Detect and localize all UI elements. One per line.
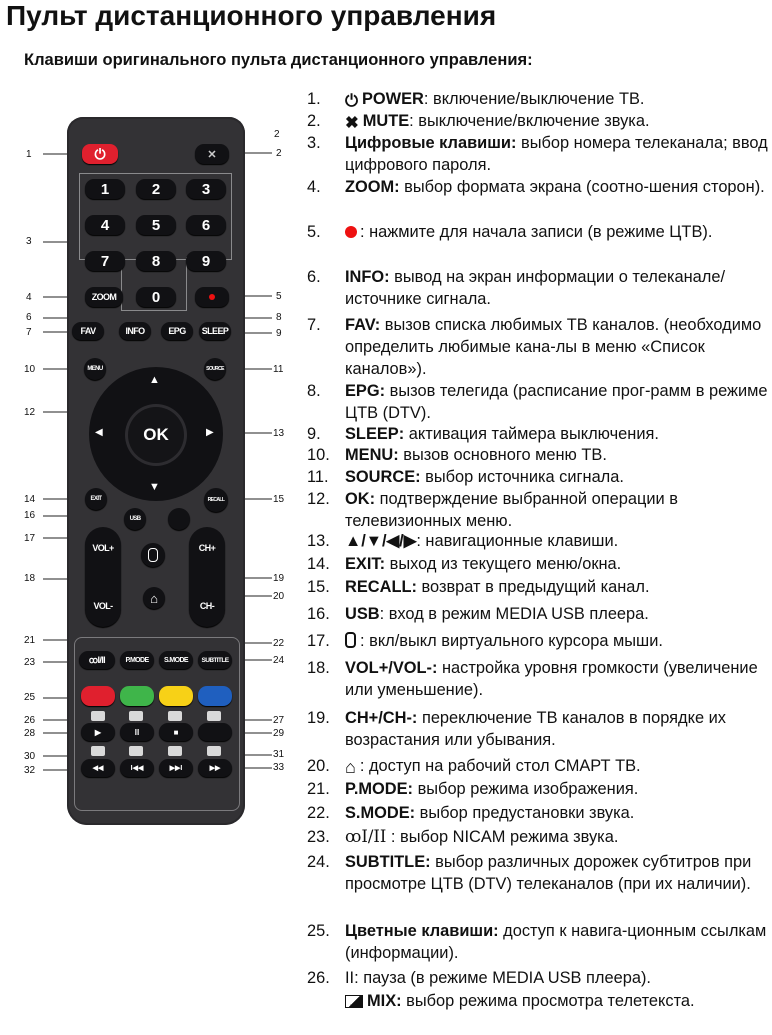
blue-key[interactable] bbox=[198, 686, 232, 706]
callout-number: 15 bbox=[273, 494, 285, 505]
legend-text: : выключение/включение звука. bbox=[409, 112, 650, 130]
legend-text: возврат в предыдущий канал. bbox=[416, 578, 650, 596]
digit-label: 0 bbox=[151, 288, 161, 306]
legend-label: EPG: bbox=[345, 382, 386, 400]
digit-0-button[interactable] bbox=[136, 287, 176, 307]
legend-text: : пауза (в режиме MEDIA USB плеера). bbox=[354, 969, 651, 987]
teletext-icon bbox=[91, 746, 105, 756]
digit-4-button[interactable] bbox=[85, 215, 125, 235]
callout-number: 10 bbox=[24, 364, 36, 375]
digit-label: 4 bbox=[100, 216, 110, 234]
legend-label: SLEEP: bbox=[345, 425, 405, 443]
legend-label: FAV: bbox=[345, 316, 381, 334]
callout-number: 7 bbox=[26, 327, 32, 338]
sleep-button[interactable] bbox=[199, 322, 231, 340]
legend-label: ZOOM: bbox=[345, 178, 400, 196]
rewind-button[interactable] bbox=[81, 759, 115, 777]
legend-text: : нажмите для начала записи (в режиме ЦТВ). bbox=[360, 223, 713, 241]
mute-icon: ✖ bbox=[345, 114, 359, 132]
legend-number: 10. bbox=[307, 446, 330, 464]
previous-button[interactable] bbox=[120, 759, 154, 777]
home-icon: ⌂ bbox=[345, 757, 356, 777]
mute-button[interactable] bbox=[195, 144, 229, 164]
mouse-icon bbox=[345, 632, 356, 648]
legend-number: 17. bbox=[307, 632, 330, 650]
recall-button[interactable] bbox=[204, 488, 228, 512]
digit-label: 2 bbox=[151, 180, 161, 198]
legend-text: вызов основного меню ТВ. bbox=[398, 446, 607, 464]
teletext-icon bbox=[168, 746, 182, 756]
digit-8-button[interactable] bbox=[136, 251, 176, 271]
home-button[interactable] bbox=[143, 587, 165, 609]
digit-9-button[interactable] bbox=[186, 251, 226, 271]
legend-text: настройка уровня громкости (увеличение или уменьшение). bbox=[345, 659, 758, 699]
source-label: SOURCE bbox=[206, 366, 224, 372]
digit-label: 5 bbox=[151, 216, 161, 234]
digit-3-button[interactable] bbox=[186, 179, 226, 199]
remote-control bbox=[67, 117, 245, 825]
exit-label: EXIT bbox=[90, 496, 102, 502]
legend-number: 21. bbox=[307, 780, 330, 798]
source-button[interactable] bbox=[204, 358, 226, 380]
play-button[interactable] bbox=[81, 723, 115, 741]
callout-number: 11 bbox=[273, 364, 284, 375]
digit-7-button[interactable] bbox=[85, 251, 125, 271]
digit-6-button[interactable] bbox=[186, 215, 226, 235]
callout-number: 31 bbox=[273, 749, 285, 760]
sleep-label: SLEEP bbox=[201, 326, 229, 336]
vol-plus-label: VOL+ bbox=[92, 543, 114, 553]
callout-number: 33 bbox=[273, 762, 285, 773]
legend-number: 3. bbox=[307, 134, 321, 152]
fav-label: FAV bbox=[80, 326, 96, 336]
legend-label: EXIT: bbox=[345, 555, 386, 573]
stop-button[interactable] bbox=[159, 723, 193, 741]
legend-label: VOL+/VOL-: bbox=[345, 659, 438, 677]
legend-text: : выбор NICAM режима звука. bbox=[386, 828, 619, 846]
record-dot-icon bbox=[345, 226, 357, 238]
mix-icon bbox=[345, 995, 363, 1008]
epg-button[interactable] bbox=[161, 322, 193, 340]
power-button[interactable] bbox=[82, 144, 118, 164]
next-icon: ▶▶I bbox=[169, 765, 183, 772]
callout-number: 32 bbox=[24, 765, 36, 776]
mix-icon bbox=[129, 711, 143, 721]
mouse-icon bbox=[148, 548, 158, 562]
legend-text: выбор режима изображения. bbox=[413, 780, 639, 798]
legend-text: выбор источника сигнала. bbox=[420, 468, 624, 486]
green-key[interactable] bbox=[120, 686, 154, 706]
digit-label: 9 bbox=[201, 252, 211, 270]
legend-number: 1. bbox=[307, 90, 321, 108]
subtitle-label: SUBTITLE bbox=[201, 656, 229, 664]
fast-forward-button[interactable] bbox=[198, 759, 232, 777]
legend-text: выбор номера телеканала; ввод цифрового пароля. bbox=[345, 134, 768, 174]
legend-number: 15. bbox=[307, 578, 330, 596]
ch-minus-label: CH- bbox=[199, 601, 215, 611]
legend-number: 16. bbox=[307, 605, 330, 623]
callout-number: 12 bbox=[24, 407, 36, 418]
usb-label: USB bbox=[129, 516, 141, 522]
epg-label: EPG bbox=[168, 326, 186, 336]
legend-text: вызов списка любимых ТВ каналов. (необходимо определить любимые кана-лы в меню «Список каналов»). bbox=[345, 316, 762, 378]
yellow-key[interactable] bbox=[159, 686, 193, 706]
legend-label: MUTE bbox=[362, 112, 410, 130]
page-title: Пульт дистанционного управления bbox=[6, 0, 497, 31]
digit-label: 1 bbox=[100, 180, 110, 198]
power-icon: ⏻ bbox=[94, 145, 106, 162]
callout-number: 3 bbox=[26, 236, 32, 247]
callout-number: 27 bbox=[273, 715, 285, 726]
legend-label: ▲/▼/◀/▶ bbox=[345, 532, 417, 550]
legend-text: : вход в режим MEDIA USB плеера. bbox=[379, 605, 649, 623]
down-arrow-button[interactable]: ▼ bbox=[149, 481, 160, 493]
next-button[interactable] bbox=[159, 759, 193, 777]
page-subtitle: Клавиши оригинального пульта дистанционного управления: bbox=[24, 51, 533, 69]
callout-number: 28 bbox=[24, 728, 36, 739]
callout-number: 8 bbox=[276, 312, 282, 323]
legend-number: 22. bbox=[307, 804, 330, 822]
volume-rocker[interactable] bbox=[85, 527, 121, 627]
digit-label: 7 bbox=[100, 252, 110, 270]
usb-button[interactable] bbox=[124, 508, 146, 530]
legend-number: 2. bbox=[307, 112, 321, 130]
callout-number: 24 bbox=[273, 655, 285, 666]
legend-label: SUBTITLE: bbox=[345, 853, 431, 871]
legend-text: выбор режима просмотра телетекста. bbox=[401, 992, 695, 1010]
vol-minus-label: VOL- bbox=[93, 601, 113, 611]
digit-1-button[interactable] bbox=[85, 179, 125, 199]
legend-label: Цифровые клавиши: bbox=[345, 134, 517, 152]
teletext-icon bbox=[91, 711, 105, 721]
red-key[interactable] bbox=[81, 686, 115, 706]
legend-label: MENU: bbox=[345, 446, 399, 464]
legend-text: выбор предустановки звука. bbox=[415, 804, 635, 822]
info-button[interactable] bbox=[119, 322, 151, 340]
ok-label: OK bbox=[143, 425, 169, 444]
legend-number: 24. bbox=[307, 853, 330, 871]
legend-number: 4. bbox=[307, 178, 321, 196]
legend-label: Цветные клавиши: bbox=[345, 922, 499, 940]
callout-number: 30 bbox=[24, 751, 36, 762]
callout-number: 29 bbox=[273, 728, 285, 739]
legend-label: II bbox=[345, 969, 355, 987]
legend-text: : навигационные клавиши. bbox=[416, 532, 619, 550]
legend-text: выход из текущего меню/окна. bbox=[385, 555, 622, 573]
rewind-icon: ◀◀ bbox=[92, 765, 104, 772]
callout-number: 26 bbox=[24, 715, 36, 726]
legend-number: 7. bbox=[307, 316, 321, 334]
legend-number: 11. bbox=[307, 468, 329, 486]
legend-number: 23. bbox=[307, 828, 330, 846]
exit-button[interactable] bbox=[85, 488, 107, 510]
blank-button[interactable] bbox=[168, 508, 190, 530]
stop-icon: ■ bbox=[173, 727, 179, 737]
record-button[interactable] bbox=[195, 287, 229, 307]
callout-number: 16 bbox=[24, 510, 36, 521]
legend-number: 8. bbox=[307, 382, 321, 400]
callout-number: 13 bbox=[273, 428, 285, 439]
mouse-cursor-button[interactable] bbox=[141, 543, 165, 567]
callout-number: 19 bbox=[273, 573, 285, 584]
callout-number: 2 bbox=[276, 148, 282, 159]
legend-text: доступ к навига-ционным ссылкам (информации). bbox=[345, 922, 767, 962]
smode-button[interactable] bbox=[159, 651, 193, 669]
legend-label: POWER bbox=[361, 90, 424, 108]
legend-text: подтверждение выбранной операции в телевизионных меню. bbox=[345, 490, 678, 530]
legend-label: S.MODE: bbox=[345, 804, 416, 822]
teletext-icon bbox=[168, 711, 182, 721]
legend-number: 6. bbox=[307, 268, 321, 286]
pmode-label: P.MODE bbox=[125, 656, 149, 664]
teletext-icon bbox=[207, 711, 221, 721]
previous-icon: I◀◀ bbox=[130, 765, 144, 772]
home-icon: ⌂ bbox=[150, 590, 158, 606]
nicam-button[interactable] bbox=[79, 651, 115, 669]
legend-number: 26. bbox=[307, 969, 330, 987]
callout-number: 17 bbox=[24, 533, 36, 544]
fav-button[interactable] bbox=[72, 322, 104, 340]
legend-text: активация таймера выключения. bbox=[404, 425, 659, 443]
legend-label: INFO: bbox=[345, 268, 390, 286]
info-label: INFO bbox=[125, 326, 145, 336]
digit-5-button[interactable] bbox=[136, 215, 176, 235]
pause-icon: II bbox=[134, 727, 140, 737]
callout-number: 25 bbox=[24, 692, 36, 703]
legend-number: 25. bbox=[307, 922, 330, 940]
callout-number: 21 bbox=[24, 635, 36, 646]
mute-icon: ✕ bbox=[207, 148, 217, 161]
callout-number: 22 bbox=[273, 638, 285, 649]
callout-number: 14 bbox=[24, 494, 36, 505]
digit-2-button[interactable] bbox=[136, 179, 176, 199]
menu-button[interactable] bbox=[84, 358, 106, 380]
play-icon: ▶ bbox=[94, 727, 102, 737]
teletext-icon bbox=[129, 746, 143, 756]
callout-number: 1 bbox=[26, 149, 32, 160]
legend-label: CH+/CH-: bbox=[345, 709, 418, 727]
channel-rocker[interactable] bbox=[189, 527, 225, 627]
callout-number: 20 bbox=[273, 591, 285, 602]
ch-plus-label: CH+ bbox=[198, 543, 216, 553]
legend-label: ꝏI/II bbox=[345, 827, 387, 846]
callout-number: 2 bbox=[274, 129, 280, 140]
subtitle-button[interactable] bbox=[198, 651, 232, 669]
recall-label: RECALL bbox=[207, 497, 225, 503]
nicam-label: ꝏI/II bbox=[88, 654, 106, 665]
callout-number: 6 bbox=[26, 312, 32, 323]
legend-label: MIX: bbox=[367, 992, 402, 1010]
ok-button[interactable] bbox=[128, 407, 184, 463]
pmode-button[interactable] bbox=[120, 651, 154, 669]
legend-number: 20. bbox=[307, 757, 330, 775]
legend-number: 5. bbox=[307, 223, 321, 241]
legend-number: 13. bbox=[307, 532, 330, 550]
legend-text: : включение/выключение ТВ. bbox=[423, 90, 645, 108]
pause-button[interactable] bbox=[120, 723, 154, 741]
legend-number: 9. bbox=[307, 425, 321, 443]
legend-text: выбор различных дорожек субтитров при просмотре ЦТВ (DTV) телеканалов (при их наличии). bbox=[345, 853, 752, 893]
legend-number: 19. bbox=[307, 709, 330, 727]
up-arrow-button[interactable]: ▲ bbox=[149, 374, 160, 386]
callout-number: 9 bbox=[276, 328, 282, 339]
legend-text: : вкл/выкл виртуального курсора мыши. bbox=[360, 632, 663, 650]
legend-text: выбор формата экрана (соотно-шения сторон). bbox=[399, 178, 765, 196]
legend-number: 18. bbox=[307, 659, 330, 677]
fast-forward-icon: ▶▶ bbox=[209, 765, 221, 772]
legend-number: 12. bbox=[307, 490, 330, 508]
left-arrow-button[interactable]: ◀ bbox=[95, 427, 103, 438]
callout-number: 4 bbox=[26, 292, 32, 303]
right-arrow-button[interactable]: ▶ bbox=[206, 427, 214, 438]
legend-text: вывод на экран информации о телеканале/источнике сигнала. bbox=[345, 268, 726, 308]
legend-text: : доступ на рабочий стол СМАРТ ТВ. bbox=[359, 757, 641, 775]
legend-label: P.MODE: bbox=[345, 780, 414, 798]
callout-number: 23 bbox=[24, 657, 36, 668]
legend-label: OK: bbox=[345, 490, 376, 508]
legend-label: RECALL: bbox=[345, 578, 417, 596]
legend-label: SOURCE: bbox=[345, 468, 421, 486]
callout-number: 18 bbox=[24, 573, 36, 584]
record-icon bbox=[209, 294, 215, 300]
legend-number: 14. bbox=[307, 555, 330, 573]
legend-text: вызов телегида (расписание прог-рамм в режиме ЦТВ (DTV). bbox=[345, 382, 768, 422]
legend-text: переключение ТВ каналов в порядке их возрастания или убывания. bbox=[345, 709, 726, 749]
callout-number: 5 bbox=[276, 291, 282, 302]
power-icon: ⏻ bbox=[345, 92, 358, 110]
smode-label: S.MODE bbox=[163, 656, 188, 664]
zoom-label: ZOOM bbox=[91, 292, 117, 302]
digit-label: 6 bbox=[201, 216, 211, 234]
zoom-button[interactable] bbox=[85, 287, 123, 307]
teletext-icon bbox=[207, 746, 221, 756]
menu-label: MENU bbox=[87, 366, 103, 372]
digit-label: 3 bbox=[201, 180, 211, 198]
blank-media-button[interactable] bbox=[198, 723, 232, 741]
digit-label: 8 bbox=[151, 252, 161, 270]
legend-label: USB bbox=[345, 605, 380, 623]
